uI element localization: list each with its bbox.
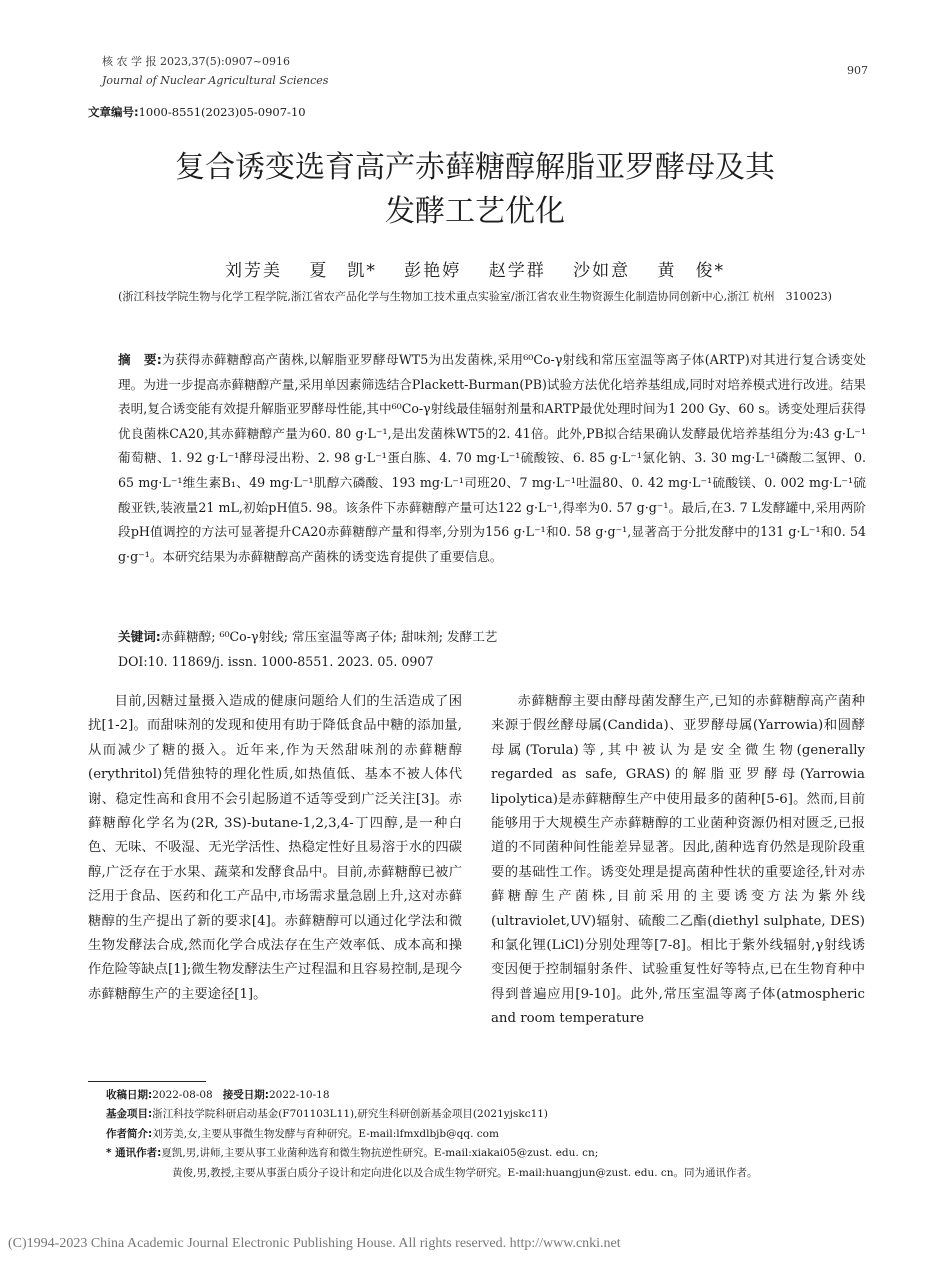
author-bio-label: 作者简介: [106,1127,153,1140]
footnote-corresponding [106,1144,866,1163]
journal-en: Journal of Nuclear Agricultural Sciences [102,74,329,87]
author: 沙如意 [573,261,631,281]
accepted-date: 2022-10-18 [268,1089,330,1101]
keywords-text: 赤藓糖醇; ⁶⁰Co-γ射线; 常压室温等离子体; 甜味剂; 发酵工艺 [160,629,498,644]
article-number-label: 文章编号: [88,105,139,119]
abstract-label: 摘 要: [118,352,162,367]
page-number: 907 [847,64,868,77]
fund-label: 基金项目: [106,1108,153,1121]
corresponding-label: * 通讯作者: [106,1147,162,1160]
copyright-line: (C)1994-2023 China Academic Journal Electronic Publishing House. All rights reserved. http://www.cnki.net [8,1236,621,1251]
corresponding-text-1: 夏凯,男,讲师,主要从事工业菌种选育和微生物抗逆性研究。E-mail:xiakai05@zust. edu. cn; [161,1147,599,1160]
body-paragraph: 赤藓糖醇主要由酵母菌发酵生产,已知的赤藓糖醇高产菌种来源于假丝酵母属(Candida)、亚罗酵母属(Yarrowia)和圆酵母属(Torula)等,其中被认为是安全微生物(generally regarded as safe, GRAS)的解脂亚罗酵母(Yarrowia lipolytica)是赤藓糖醇生产中使用最多的菌种[5-6]。然而,目前能够用于大规模生产赤藓糖醇的工业菌种资源仍相对匮乏,已报道的不同菌种间性能差异显著。因此,菌种选育仍然是现阶段重要的基础性工作。诱变处理是提高菌种性状的重要途径,针对赤藓糖醇生产菌株,目前采用的主要诱变方法为紫外线(ultraviolet,UV)辐射、硫酸二乙酯(diethyl sulphate, DES)和氯化锂(LiCl)分别处理等[7-8]。相比于紫外线辐射,γ射线诱变因便于控制辐射条件、试验重复性好等特点,已在生物育种中得到普遍应用[9-10]。此外,常压室温等离子体(atmospheric and room temperature [491,694,865,1027]
keywords-label: 关键词: [118,629,161,644]
doi: DOI:10. 11869/j. issn. 1000-8551. 2023. 05. 0907 [118,654,434,669]
author: 刘芳美 [224,261,282,281]
footnote-dates [106,1086,866,1105]
paper-title [0,146,950,234]
title-line-1: 复合诱变选育高产赤藓糖醇解脂亚罗酵母及其 [175,150,775,185]
author: 赵学群 [488,261,546,281]
body-column-right [491,690,865,1032]
footnote-author [106,1125,866,1144]
article-number [88,104,306,120]
abstract [118,348,866,569]
footnote-fund [106,1105,866,1124]
affiliation: (浙江科技学院生物与化学工程学院,浙江省农产品化学与生物加工技术重点实验室/浙江省农业生物资源生化制造协同创新中心,浙江 杭州 310023) [118,290,832,303]
accepted-label: 接受日期: [222,1089,269,1101]
author: 黄 俊* [657,261,726,281]
received-label: 收稿日期: [106,1089,153,1101]
journal-header [102,52,328,90]
author-bio-text: 刘芳美,女,主要从事微生物发酵与育种研究。E-mail:lfmxdlbjb@qq. com [152,1127,499,1140]
keywords [118,625,866,649]
journal-cn: 核 农 学 报 2023,37(5):0907~0916 [102,55,290,68]
author-list [0,256,950,281]
fund-text: 浙江科技学院科研启动基金(F701103L11),研究生科研创新基金项目(2021yjskc11) [152,1108,549,1121]
title-line-2: 发酵工艺优化 [385,194,565,229]
article-number-value: 1000-8551(2023)05-0907-10 [138,105,306,119]
footnotes [106,1086,866,1183]
received-date: 2022-08-08 [152,1089,213,1101]
abstract-text: 为获得赤藓糖醇高产菌株,以解脂亚罗酵母WT5为出发菌株,采用⁶⁰Co-γ射线和常压室温等离子体(ARTP)对其进行复合诱变处理。为进一步提高赤藓糖醇产量,采用单因素筛选结合Plackett-Burman(PB)试验方法优化培养基组成,同时对培养模式进行改进。结果表明,复合诱变能有效提升解脂亚罗酵母性能,其中⁶⁰Co-γ射线最佳辐射剂量和ARTP最优处理时间为1 200 Gy、60 s。诱变处理后获得优良菌株CA20,其赤藓糖醇产量为60. 80 g·L⁻¹,是出发菌株WT5的2. 41倍。此外,PB拟合结果确认发酵最优培养基组分为:43 g·L⁻¹葡萄糖、1. 92 g·L⁻¹酵母浸出粉、2. 98 g·L⁻¹蛋白胨、4. 70 mg·L⁻¹硫酸铵、6. 85 g·L⁻¹氯化钠、3. 30 mg·L⁻¹磷酸二氢钾、0. 65 mg·L⁻¹维生素B₁、49 mg·L⁻¹肌醇六磷酸、193 mg·L⁻¹司班20、7 mg·L⁻¹吐温80、0. 42 mg·L⁻¹硫酸镁、0. 002 mg·L⁻¹硫酸亚铁,装液量21 mL,初始pH值5. 98。该条件下赤藓糖醇产量可达122 g·L⁻¹,得率为0. 57 g·g⁻¹。最后,在3. 7 L发酵罐中,采用两阶段pH值调控的方法可显著提升CA20赤藓糖醇产量和得率,分别为156 g·L⁻¹和0. 58 g·g⁻¹,显著高于分批发酵中的131 g·L⁻¹和0. 54 g·g⁻¹。本研究结果为赤藓糖醇高产菌株的诱变选育提供了重要信息。 [118,352,866,564]
author: 夏 凯* [309,261,377,281]
footnote-divider [88,1081,206,1082]
body-column-left [88,690,462,1007]
corresponding-text-2: 黄俊,男,教授,主要从事蛋白质分子设计和定向进化以及合成生物学研究。E-mail:huangjun@zust. edu. cn。同为通讯作者。 [172,1166,758,1179]
body-paragraph: 目前,因糖过量摄入造成的健康问题给人们的生活造成了困扰[1-2]。而甜味剂的发现和使用有助于降低食品中糖的添加量,从而减少了糖的摄入。近年来,作为天然甜味剂的赤藓糖醇(erythritol)凭借独特的理化性质,如热值低、基本不被人体代谢、稳定性高和食用不会引起肠道不适等受到广泛关注[3]。赤藓糖醇化学名为(2R, 3S)-butane-1,2,3,4-丁四醇,是一种白色、无味、不吸湿、无光学活性、热稳定性好且易溶于水的四碳醇,广泛存在于水果、蔬菜和发酵食品中。目前,赤藓糖醇已被广泛用于食品、医药和化工产品中,市场需求量急剧上升,这对赤藓糖醇的生产提出了新的要求[4]。赤藓糖醇可以通过化学法和微生物发酵法合成,然而化学合成法存在生产效率低、成本高和操作危险等缺点[1];微生物发酵法生产过程温和且容易控制,是现今赤藓糖醇生产的主要途径[1]。 [88,694,462,1002]
author: 彭艳婷 [404,261,462,281]
